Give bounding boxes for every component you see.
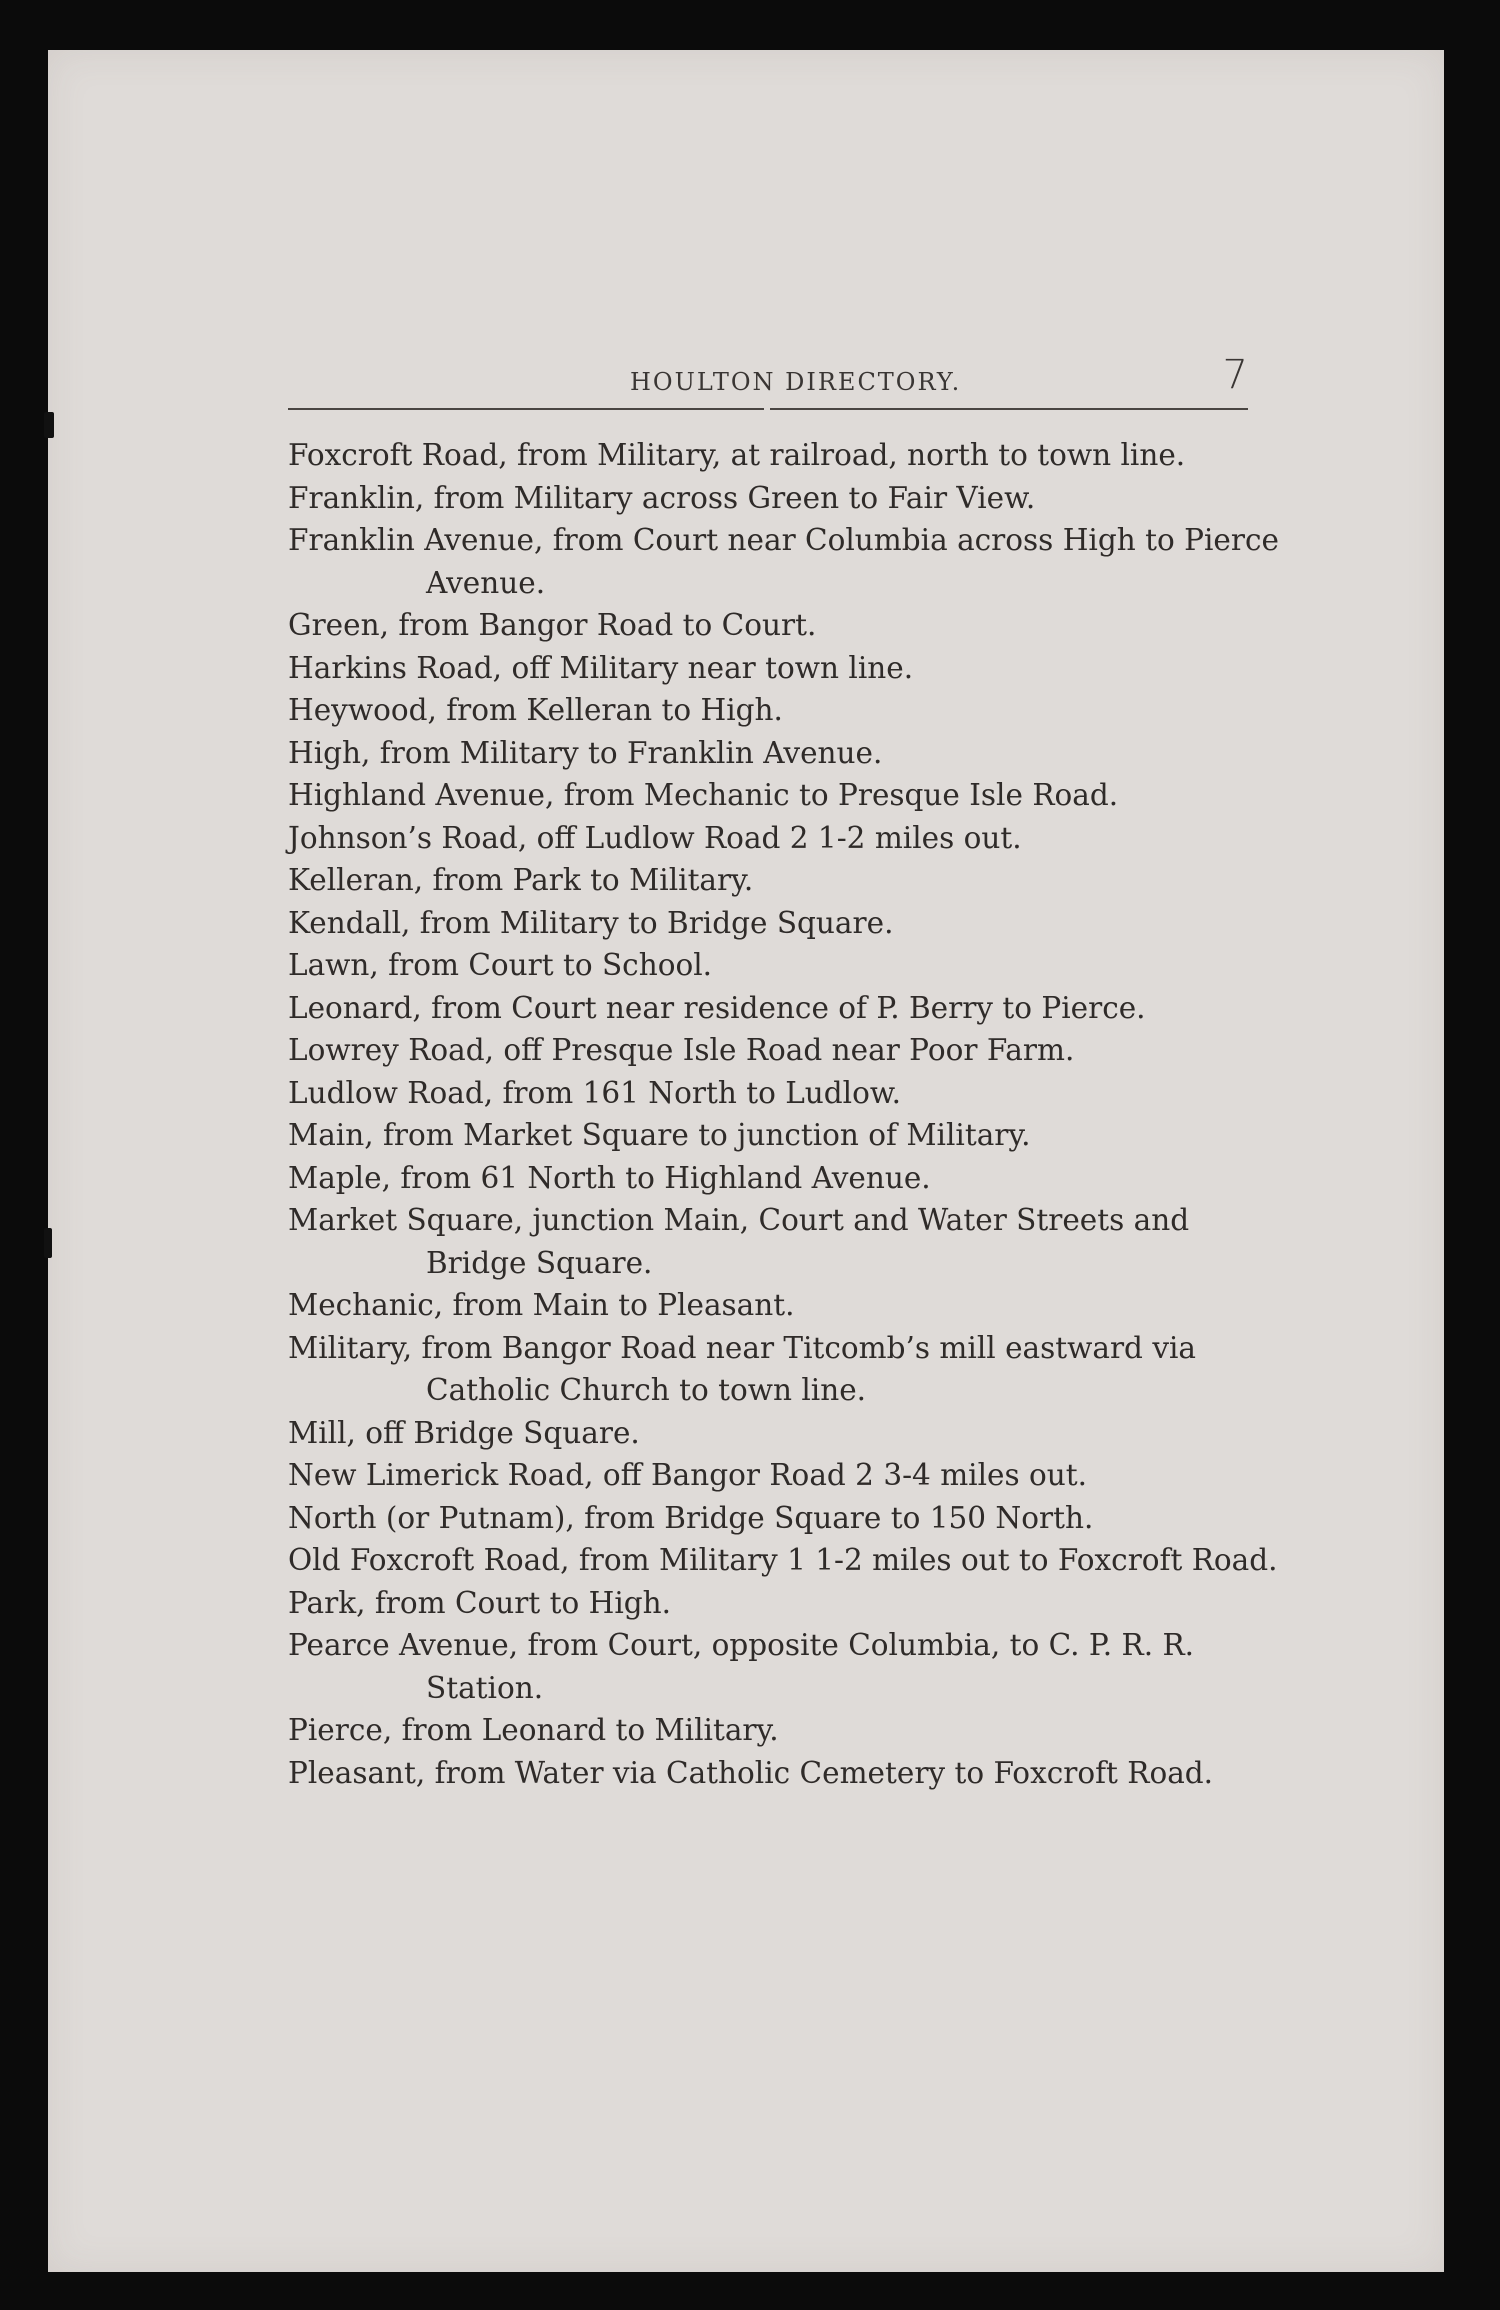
directory-entry: Old Foxcroft Road, from Military 1 1-2 miles out to Foxcroft Road. xyxy=(288,1543,1278,1577)
directory-entry: Leonard, from Court near residence of P. Berry to Pierce. xyxy=(288,990,1146,1025)
directory-entry: Pierce, from Leonard to Military. xyxy=(288,1713,779,1747)
directory-entry: Heywood, from Kelleran to High. xyxy=(288,693,783,727)
directory-entry: Maple, from 61 North to Highland Avenue. xyxy=(288,1160,931,1195)
directory-entry: Mill, off Bridge Square. xyxy=(288,1415,640,1450)
directory-entry: Market Square, junction Main, Court and Water Streets and Bridge Square. xyxy=(288,1203,1190,1280)
directory-entry: Highland Avenue, from Mechanic to Presque Isle Road. xyxy=(288,778,1119,812)
directory-entry: Main, from Market Square to junction of Military. xyxy=(288,1118,1031,1152)
directory-entry: Lowrey Road, off Presque Isle Road near Poor Farm. xyxy=(288,1033,1075,1067)
directory-entry: Military, from Bangor Road near Titcomb’s mill eastward via Catholic Church to town line. xyxy=(288,1330,1197,1407)
directory-entry: New Limerick Road, off Bangor Road 2 3-4 miles out. xyxy=(288,1458,1088,1492)
directory-entry: Franklin, from Military across Green to Fair View. xyxy=(288,480,1036,515)
directory-entry: Mechanic, from Main to Pleasant. xyxy=(288,1288,795,1322)
directory-entry: Pleasant, from Water via Catholic Cemetery to Foxcroft Road. xyxy=(288,1755,1214,1790)
directory-entry: North (or Putnam), from Bridge Square to 150 North. xyxy=(288,1500,1094,1535)
directory-entry: Ludlow Road, from 161 North to Ludlow. xyxy=(288,1075,902,1110)
directory-entry: High, from Military to Franklin Avenue. xyxy=(288,735,883,770)
header-rule-left xyxy=(288,408,764,410)
directory-entry: Johnson’s Road, off Ludlow Road 2 1-2 miles out. xyxy=(288,820,1022,855)
binding-mark xyxy=(44,1228,52,1258)
directory-entry: Kelleran, from Park to Military. xyxy=(288,863,754,897)
directory-entry: Park, from Court to High. xyxy=(288,1585,672,1620)
street-directory-list xyxy=(288,434,1288,1794)
directory-entry: Kendall, from Military to Bridge Square. xyxy=(288,905,894,940)
page-number: 7 xyxy=(1222,352,1248,398)
binding-mark xyxy=(44,412,54,438)
directory-entry: Green, from Bangor Road to Court. xyxy=(288,608,817,642)
directory-entry: Harkins Road, off Military near town line. xyxy=(288,650,914,685)
directory-entry: Franklin Avenue, from Court near Columbia across High to Pierce Avenue. xyxy=(288,523,1279,600)
running-title: HOULTON DIRECTORY. xyxy=(630,368,962,396)
book-page xyxy=(48,50,1444,2272)
header-rule-right xyxy=(770,408,1248,410)
directory-entry: Lawn, from Court to School. xyxy=(288,948,713,982)
directory-entry: Foxcroft Road, from Military, at railroad, north to town line. xyxy=(288,438,1186,472)
directory-entry: Pearce Avenue, from Court, opposite Columbia, to C. P. R. R. Station. xyxy=(288,1628,1195,1705)
page-header xyxy=(288,308,1252,418)
